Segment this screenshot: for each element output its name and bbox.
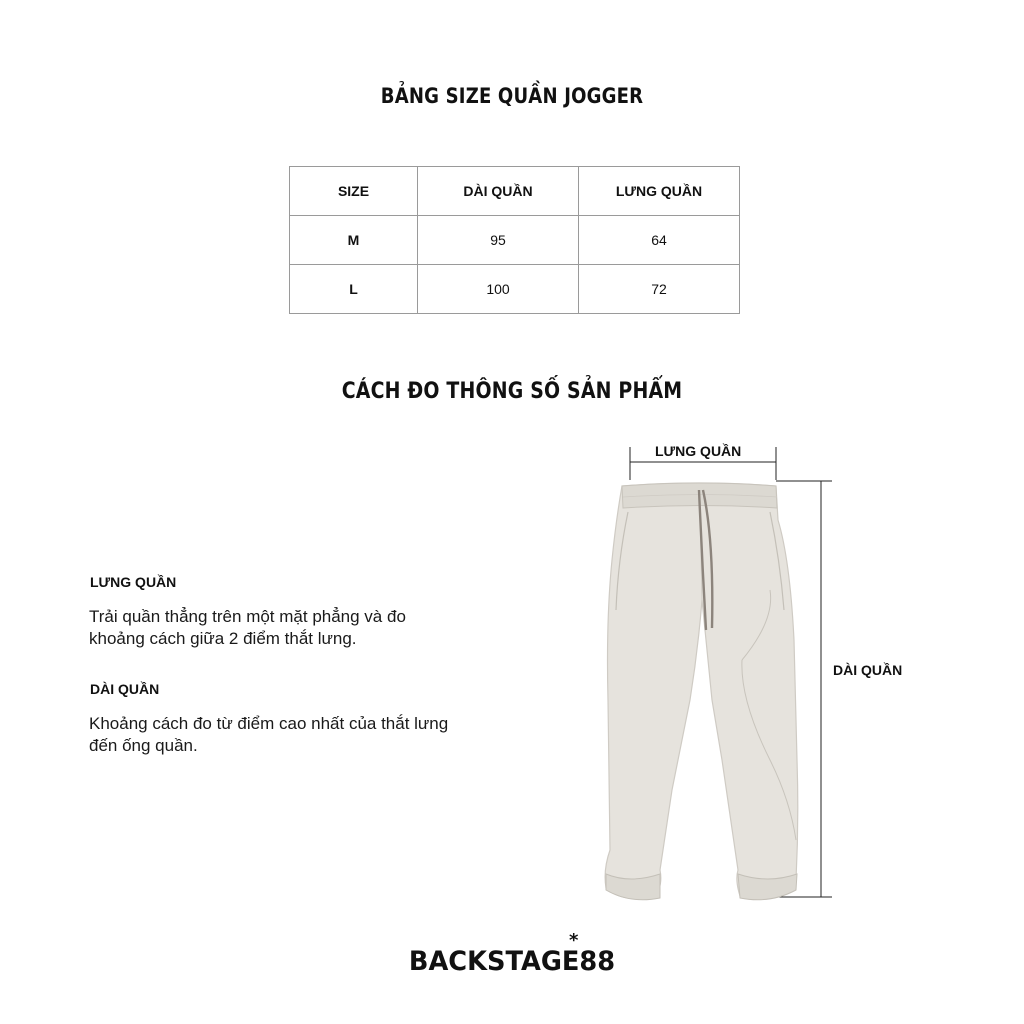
length-cell: 95 (418, 216, 579, 265)
header-length: DÀI QUẦN (418, 167, 579, 216)
brand-star-mark: * (569, 930, 579, 951)
brand-logo: BACKSTAGE88 (408, 946, 616, 977)
waist-guide-text: Trải quần thẳng trên một mặt phẳng và đo khoảng cách giữa 2 điểm thắt lưng. (89, 607, 406, 648)
size-cell: L (290, 265, 418, 314)
size-cell: M (290, 216, 418, 265)
length-cell: 100 (418, 265, 579, 314)
waist-guide-heading: LƯNG QUẦN (90, 574, 177, 590)
size-chart-title: BẢNG SIZE QUẦN JOGGER (380, 84, 644, 108)
length-guide-text: Khoảng cách đo từ điểm cao nhất của thắt lưng đến ống quần. (89, 714, 449, 755)
jogger-pants-image (605, 483, 798, 900)
length-guide-heading: DÀI QUẦN (90, 681, 160, 697)
header-size: SIZE (290, 167, 418, 216)
waist-cell: 72 (579, 265, 740, 314)
measure-title: CÁCH ĐO THÔNG SỐ SẢN PHẨM (341, 379, 683, 404)
waist-diagram-label: LƯNG QUẦN (655, 443, 742, 459)
waist-cell: 64 (579, 216, 740, 265)
length-diagram-label: DÀI QUẦN (833, 662, 903, 678)
header-waist: LƯNG QUẦN (579, 167, 740, 216)
